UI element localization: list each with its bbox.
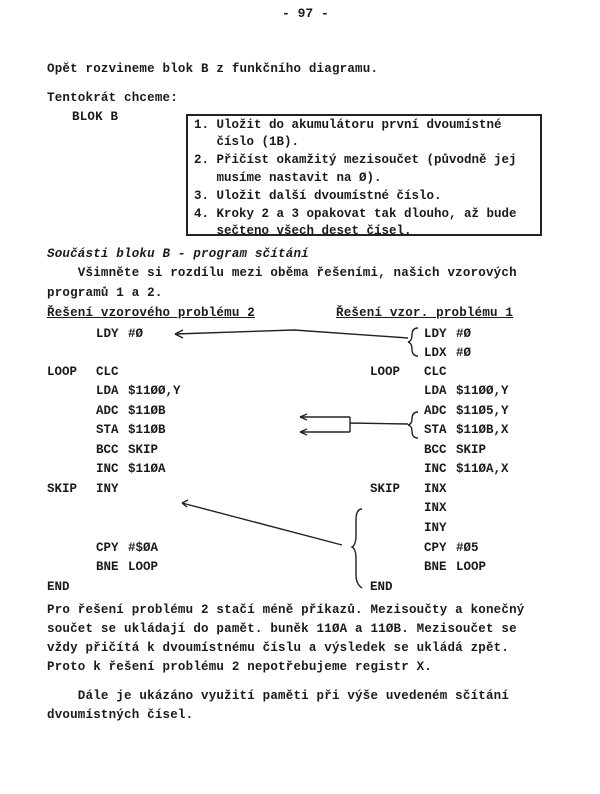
code-operand: $11Ø5,Y <box>456 404 509 418</box>
code-opcode: ADC <box>424 404 447 418</box>
code-operand: #Ø <box>456 346 472 360</box>
code-operand: LOOP <box>128 560 159 574</box>
step-line: číslo (1B). <box>194 135 300 149</box>
explanation-line: Proto k řešení problému 2 nepotřebujeme registr X. <box>47 660 433 674</box>
arrow-inx-iny <box>182 503 342 545</box>
code-label: END <box>370 580 393 594</box>
code-operand: #$ØA <box>128 541 159 555</box>
right-column-heading: Řešení vzor. problému 1 <box>336 306 514 320</box>
code-operand: SKIP <box>128 443 159 457</box>
step-line: sečteno všech deset čísel. <box>194 224 412 238</box>
arrow-ldy <box>175 330 408 338</box>
code-operand: $11ØA,X <box>456 462 509 476</box>
brace-skip-end <box>352 509 362 588</box>
want-label: Tentokrát chceme: <box>47 91 178 105</box>
code-operand: SKIP <box>456 443 487 457</box>
code-opcode: ADC <box>96 404 119 418</box>
code-label: LOOP <box>370 365 401 379</box>
final-paragraph-line: Dále je ukázáno využití paměti při výše uvedeném sčítání <box>47 689 510 703</box>
code-opcode: CPY <box>96 541 119 555</box>
explanation-line: součet se ukládají do pamět. buněk 11ØA a 11ØB. Mezisoučet se <box>47 622 517 636</box>
code-opcode: CLC <box>424 365 447 379</box>
brace-adc-sta <box>408 412 418 438</box>
code-opcode: LDY <box>96 327 119 341</box>
code-operand: $11ØØ,Y <box>128 384 181 398</box>
step-line: 3. Uložit další dvoumístné číslo. <box>194 189 442 203</box>
code-opcode: LDA <box>96 384 119 398</box>
code-opcode: LDY <box>424 327 447 341</box>
code-operand: #Ø <box>456 327 472 341</box>
code-opcode: INY <box>424 521 447 535</box>
code-operand: LOOP <box>456 560 487 574</box>
explanation-line: Pro řešení problému 2 stačí méně příkazů. Mezisoučty a konečný <box>47 603 525 617</box>
step-line: musíme nastavit na Ø). <box>194 171 382 185</box>
code-operand: #Ø <box>128 327 144 341</box>
code-opcode: INX <box>424 482 447 496</box>
code-label: LOOP <box>47 365 78 379</box>
code-opcode: INC <box>96 462 119 476</box>
code-opcode: CLC <box>96 365 119 379</box>
explanation-line: vždy přičítá k dvoumístnému číslu a výsledek se ukládá zpět. <box>47 641 510 655</box>
section-heading: Součásti bloku B - program sčítání <box>47 247 309 261</box>
code-operand: #Ø5 <box>456 541 479 555</box>
code-operand: $11ØØ,Y <box>456 384 509 398</box>
code-opcode: BNE <box>96 560 119 574</box>
code-label: SKIP <box>47 482 78 496</box>
step-line: 4. Kroky 2 a 3 opakovat tak dlouho, až bude <box>194 207 517 221</box>
code-opcode: INC <box>424 462 447 476</box>
code-opcode: BCC <box>96 443 119 457</box>
final-paragraph-line: dvoumístných čísel. <box>47 708 194 722</box>
code-operand: $11ØA <box>128 462 166 476</box>
intro-text: Opět rozvineme blok B z funkčního diagramu. <box>47 62 379 76</box>
block-label: BLOK B <box>72 110 119 124</box>
page-number: - 97 - <box>282 6 329 21</box>
code-opcode: LDA <box>424 384 447 398</box>
code-opcode: BCC <box>424 443 447 457</box>
code-opcode: CPY <box>424 541 447 555</box>
code-opcode: BNE <box>424 560 447 574</box>
left-column-heading: Řešení vzorového problému 2 <box>47 306 255 320</box>
code-label: SKIP <box>370 482 401 496</box>
compare-paragraph-line: Všimněte si rozdílu mezi oběma řešeními, našich vzorových <box>47 266 517 280</box>
step-line: 2. Přičíst okamžitý mezisoučet (původně jej <box>194 153 517 167</box>
code-label: END <box>47 580 70 594</box>
code-opcode: STA <box>96 423 119 437</box>
code-operand: $11ØB <box>128 423 166 437</box>
code-operand: $11ØB,X <box>456 423 509 437</box>
step-line: 1. Uložit do akumulátoru první dvoumístné <box>194 118 502 132</box>
code-opcode: STA <box>424 423 447 437</box>
brace-ldy-ldx <box>408 328 418 356</box>
code-operand: $11ØB <box>128 404 166 418</box>
code-opcode: INX <box>424 501 447 515</box>
arrow-adc-sta <box>300 417 408 432</box>
compare-paragraph-line: programů 1 a 2. <box>47 286 163 300</box>
code-opcode: LDX <box>424 346 447 360</box>
code-opcode: INY <box>96 482 119 496</box>
